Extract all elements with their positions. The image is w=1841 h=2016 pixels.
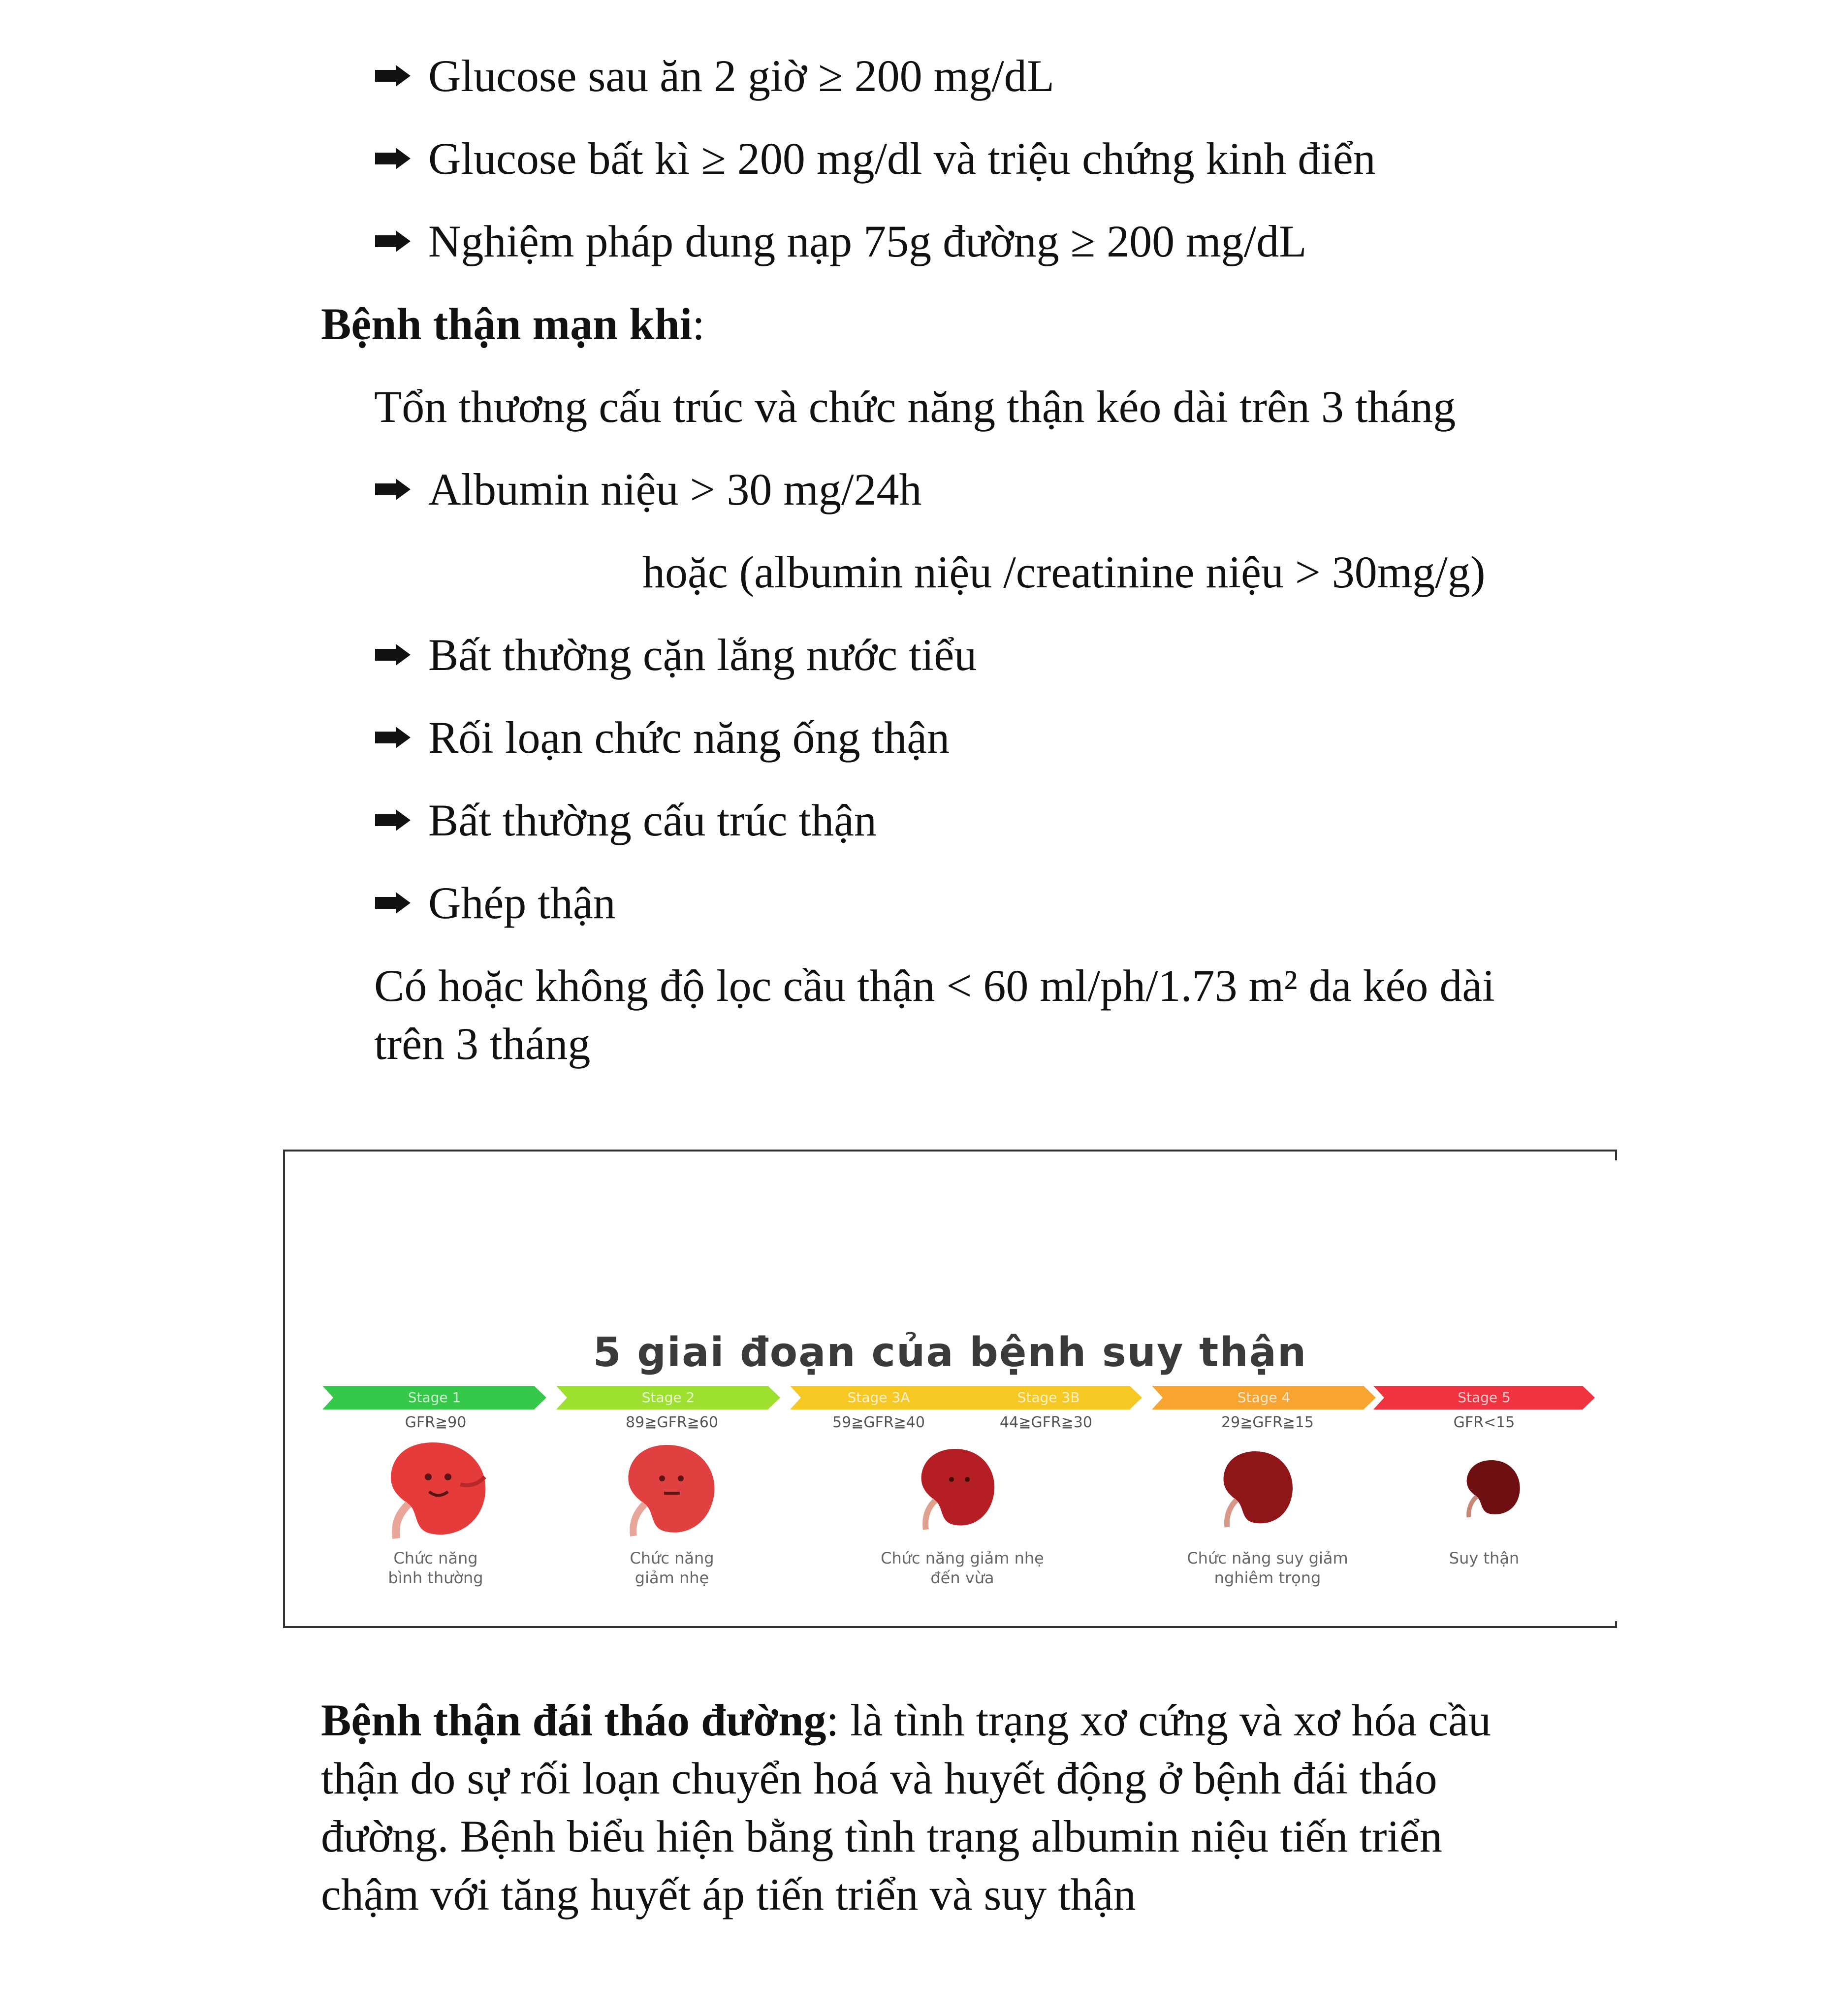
arrow-bullet-icon xyxy=(374,808,412,832)
dkd-line-2: thận do sự rối loạn chuyển hoá và huyết động ở bệnh đái tháo xyxy=(321,1753,1437,1803)
stage-3a-label: Stage 3A xyxy=(847,1389,910,1406)
stage-1-caption xyxy=(352,1548,519,1588)
stage-5-label: Stage 5 xyxy=(1458,1389,1511,1406)
dkd-line-3: đường. Bệnh biểu hiện bằng tình trạng albumin niệu tiến triển xyxy=(321,1811,1442,1861)
ckd-heading xyxy=(321,301,705,347)
stage-1-caption-line-2: bình thường xyxy=(388,1568,483,1587)
stage-4-gfr: 29≧GFR≧15 xyxy=(1221,1414,1314,1431)
ckd-intro: Tổn thương cấu trúc và chức năng thận kéo dài trên 3 tháng xyxy=(374,382,1456,432)
ckd-heading-term: Bệnh thận mạn khi xyxy=(321,299,693,349)
ckd-item-4: Bất thường cấu trúc thận xyxy=(428,795,877,845)
stage-3-caption-line-2: đến vừa xyxy=(930,1568,994,1587)
glucose-item-2: Glucose bất kì ≥ 200 mg/dl và triệu chứng kinh điển xyxy=(428,133,1376,184)
stage-4-caption xyxy=(1140,1548,1396,1588)
stage-1-label: Stage 1 xyxy=(408,1389,461,1406)
dkd-term: Bệnh thận đái tháo đường xyxy=(321,1695,826,1745)
dkd-line-1 xyxy=(321,1697,1491,1743)
stage-4-caption-line-2: nghiêm trọng xyxy=(1214,1568,1321,1587)
stage-3-caption-line-1: Chức năng giảm nhẹ xyxy=(881,1549,1044,1568)
ckd-heading-colon: : xyxy=(692,299,705,349)
figure-border xyxy=(1615,1150,1617,1160)
stage-4-label: Stage 4 xyxy=(1237,1389,1291,1406)
figure-border xyxy=(283,1150,285,1628)
stage-2-label: Stage 2 xyxy=(641,1389,695,1406)
kidney-stage-1-icon xyxy=(374,1438,492,1541)
stage-2-caption xyxy=(581,1548,763,1588)
arrow-bullet-icon xyxy=(374,229,412,253)
dkd-line-1-text: : là tình trạng xơ cứng và xơ hóa cầu xyxy=(826,1695,1491,1745)
figure-border xyxy=(283,1626,1617,1628)
stage-3b-label: Stage 3B xyxy=(1017,1389,1080,1406)
figure-border xyxy=(1615,1621,1617,1628)
ckd-gfr-line-2: trên 3 tháng xyxy=(374,1019,591,1069)
stage-2-gfr: 89≧GFR≧60 xyxy=(626,1414,718,1431)
stage-2-caption-line-2: giảm nhẹ xyxy=(635,1568,709,1587)
ckd-gfr-line-1: Có hoặc không độ lọc cầu thận < 60 ml/ph/1.73 m² da kéo dài xyxy=(374,960,1495,1011)
kidney-stage-3-icon xyxy=(908,1445,999,1531)
arrow-bullet-icon xyxy=(374,726,412,749)
ckd-item-3: Rối loạn chức năng ống thận xyxy=(428,712,950,763)
stage-4-caption-line-1: Chức năng suy giảm xyxy=(1187,1549,1348,1568)
stage-2-caption-line-1: Chức năng xyxy=(630,1549,714,1568)
arrow-bullet-icon xyxy=(374,891,412,915)
arrow-bullet-icon xyxy=(374,64,412,88)
kidney-stage-4-icon xyxy=(1211,1447,1297,1529)
dkd-line-4: chậm với tăng huyết áp tiến triển và suy thận xyxy=(321,1869,1136,1920)
stage-1-caption-line-1: Chức năng xyxy=(393,1549,478,1568)
ckd-item-5: Ghép thận xyxy=(428,878,616,928)
arrow-bullet-icon xyxy=(374,478,412,501)
stage-3b-gfr: 44≧GFR≧30 xyxy=(1000,1414,1092,1431)
glucose-item-1: Glucose sau ăn 2 giờ ≥ 200 mg/dL xyxy=(428,51,1054,101)
figure-title: 5 giai đoạn của bệnh suy thận xyxy=(593,1329,1307,1376)
stage-5-caption xyxy=(1410,1548,1558,1568)
ckd-item-albumin-cont: hoặc (albumin niệu /creatinine niệu > 30mg/g) xyxy=(642,547,1486,597)
stage-3a-gfr: 59≧GFR≧40 xyxy=(832,1414,925,1431)
stage-5-gfr: GFR<15 xyxy=(1453,1414,1515,1431)
ckd-item-2: Bất thường cặn lắng nước tiểu xyxy=(428,630,977,680)
kidney-stage-2-icon xyxy=(613,1440,721,1538)
stage-3-caption xyxy=(825,1548,1100,1588)
stage-1-gfr: GFR≧90 xyxy=(405,1414,467,1431)
stage-5-caption-line-1: Suy thận xyxy=(1449,1549,1520,1568)
glucose-item-3: Nghiệm pháp dung nạp 75g đường ≥ 200 mg/dL xyxy=(428,216,1307,266)
ckd-item-albumin: Albumin niệu > 30 mg/24h xyxy=(428,464,922,514)
kidney-stage-5-icon xyxy=(1457,1457,1524,1519)
ckd-stages-figure xyxy=(283,1150,1617,1628)
arrow-bullet-icon xyxy=(374,643,412,667)
figure-border xyxy=(283,1150,1617,1152)
arrow-bullet-icon xyxy=(374,147,412,170)
